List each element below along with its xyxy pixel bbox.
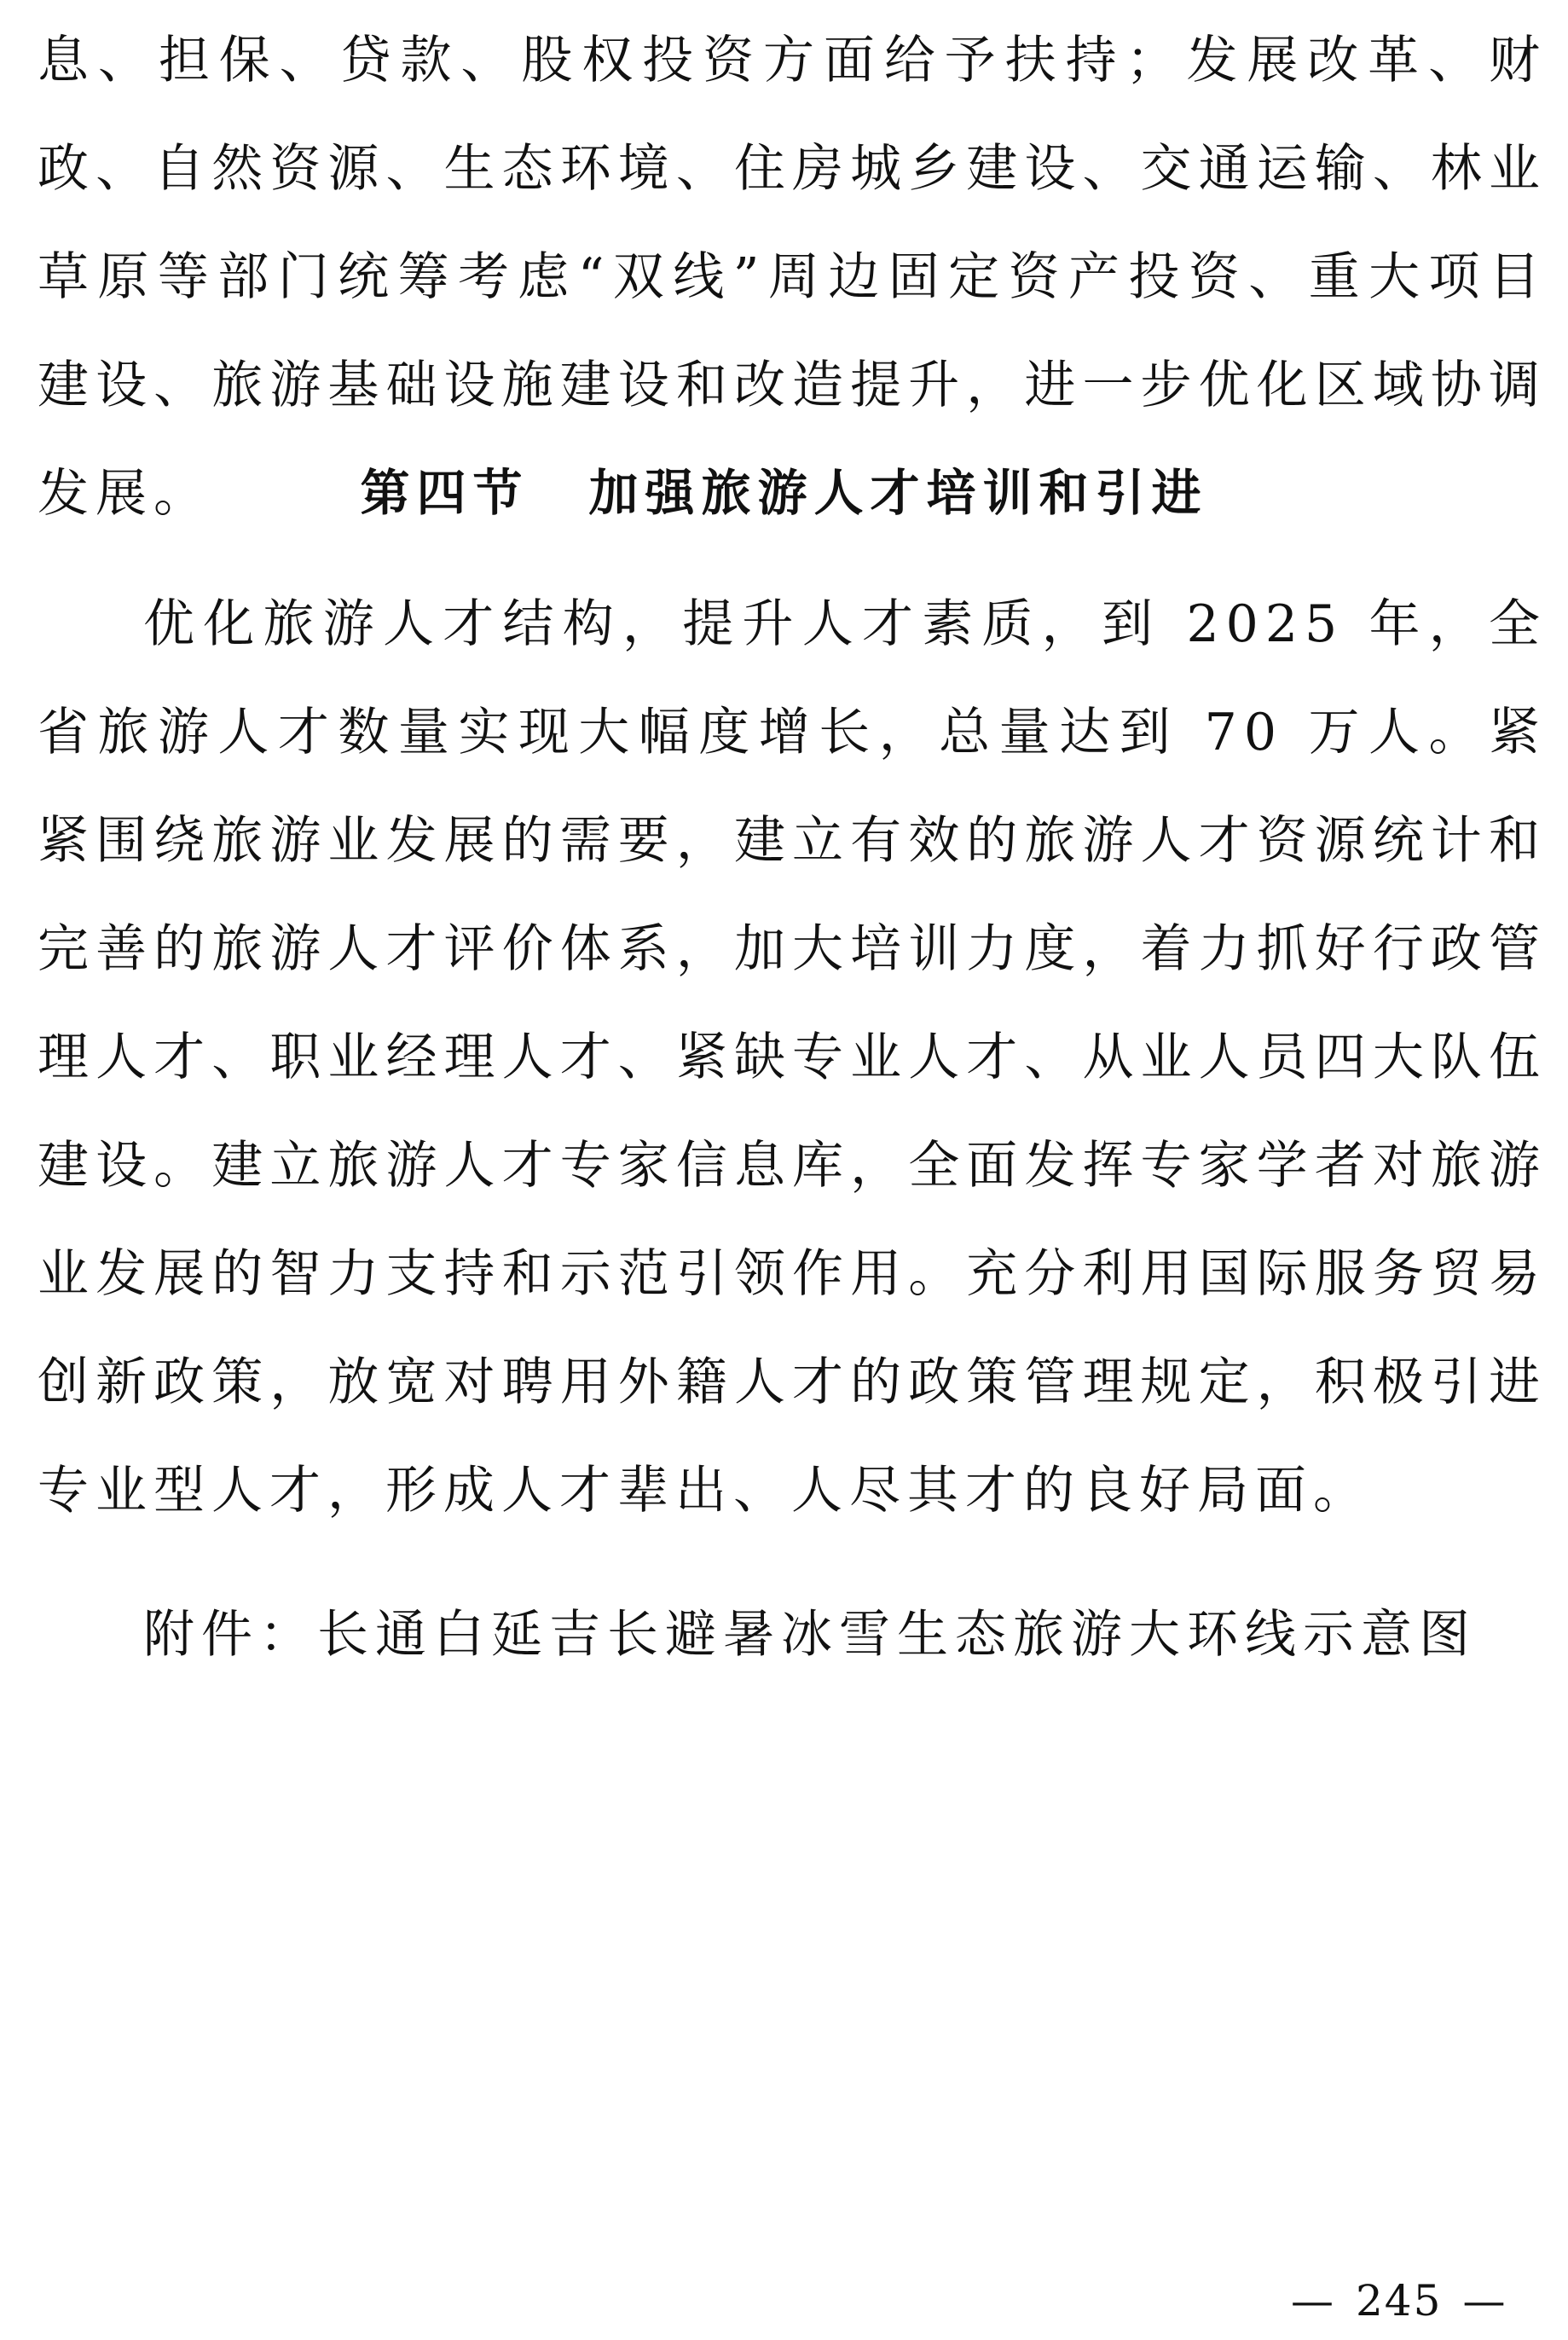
page-footer <box>1270 2275 1527 2326</box>
attachment-note: 附件：长通白延吉长避暑冰雪生态旅游大环线示意图 <box>143 1605 1477 1665</box>
section-heading <box>0 439 1568 547</box>
page-number-dash-right: — <box>1462 2276 1507 2326</box>
page-number: 245 <box>1356 2276 1443 2326</box>
page-number-dash-left: — <box>1291 2276 1335 2326</box>
body-paragraph: 优化旅游人才结构，提升人才素质，到 2025 年，全省旅游人才数量实现大幅度增长，总量达到 70 万人。紧紧围绕旅游业发展的需要，建立有效的旅游人才资源统计和完善的旅游人才评价体系，加大培训力度，着力抓好行政管理人才、职业经理人才、紧缺专业人才、从业人员四大队伍建设。建立旅游人才专家信息库，全面发挥专家学者对旅游业发展的智力支持和示范引领作用。充分利用国际服务贸易创新政策，放宽对聘用外籍人才的政策管理规定，积极引进专业型人才，形成人才辈出、人尽其才的良好局面。 <box>38 594 1547 1520</box>
section-title: 加强旅游人才培训和引进 <box>588 464 1208 522</box>
continued-paragraph: 息、担保、贷款、股权投资方面给予扶持；发展改革、财政、自然资源、生态环境、住房城乡建设、交通运输、林业草原等部门统筹考虑“双线”周边固定资产投资、重大项目建设、旅游基础设施建设和改造提升，进一步优化区域协调发展。 <box>38 31 1547 524</box>
section-number: 第四节 <box>360 464 529 522</box>
